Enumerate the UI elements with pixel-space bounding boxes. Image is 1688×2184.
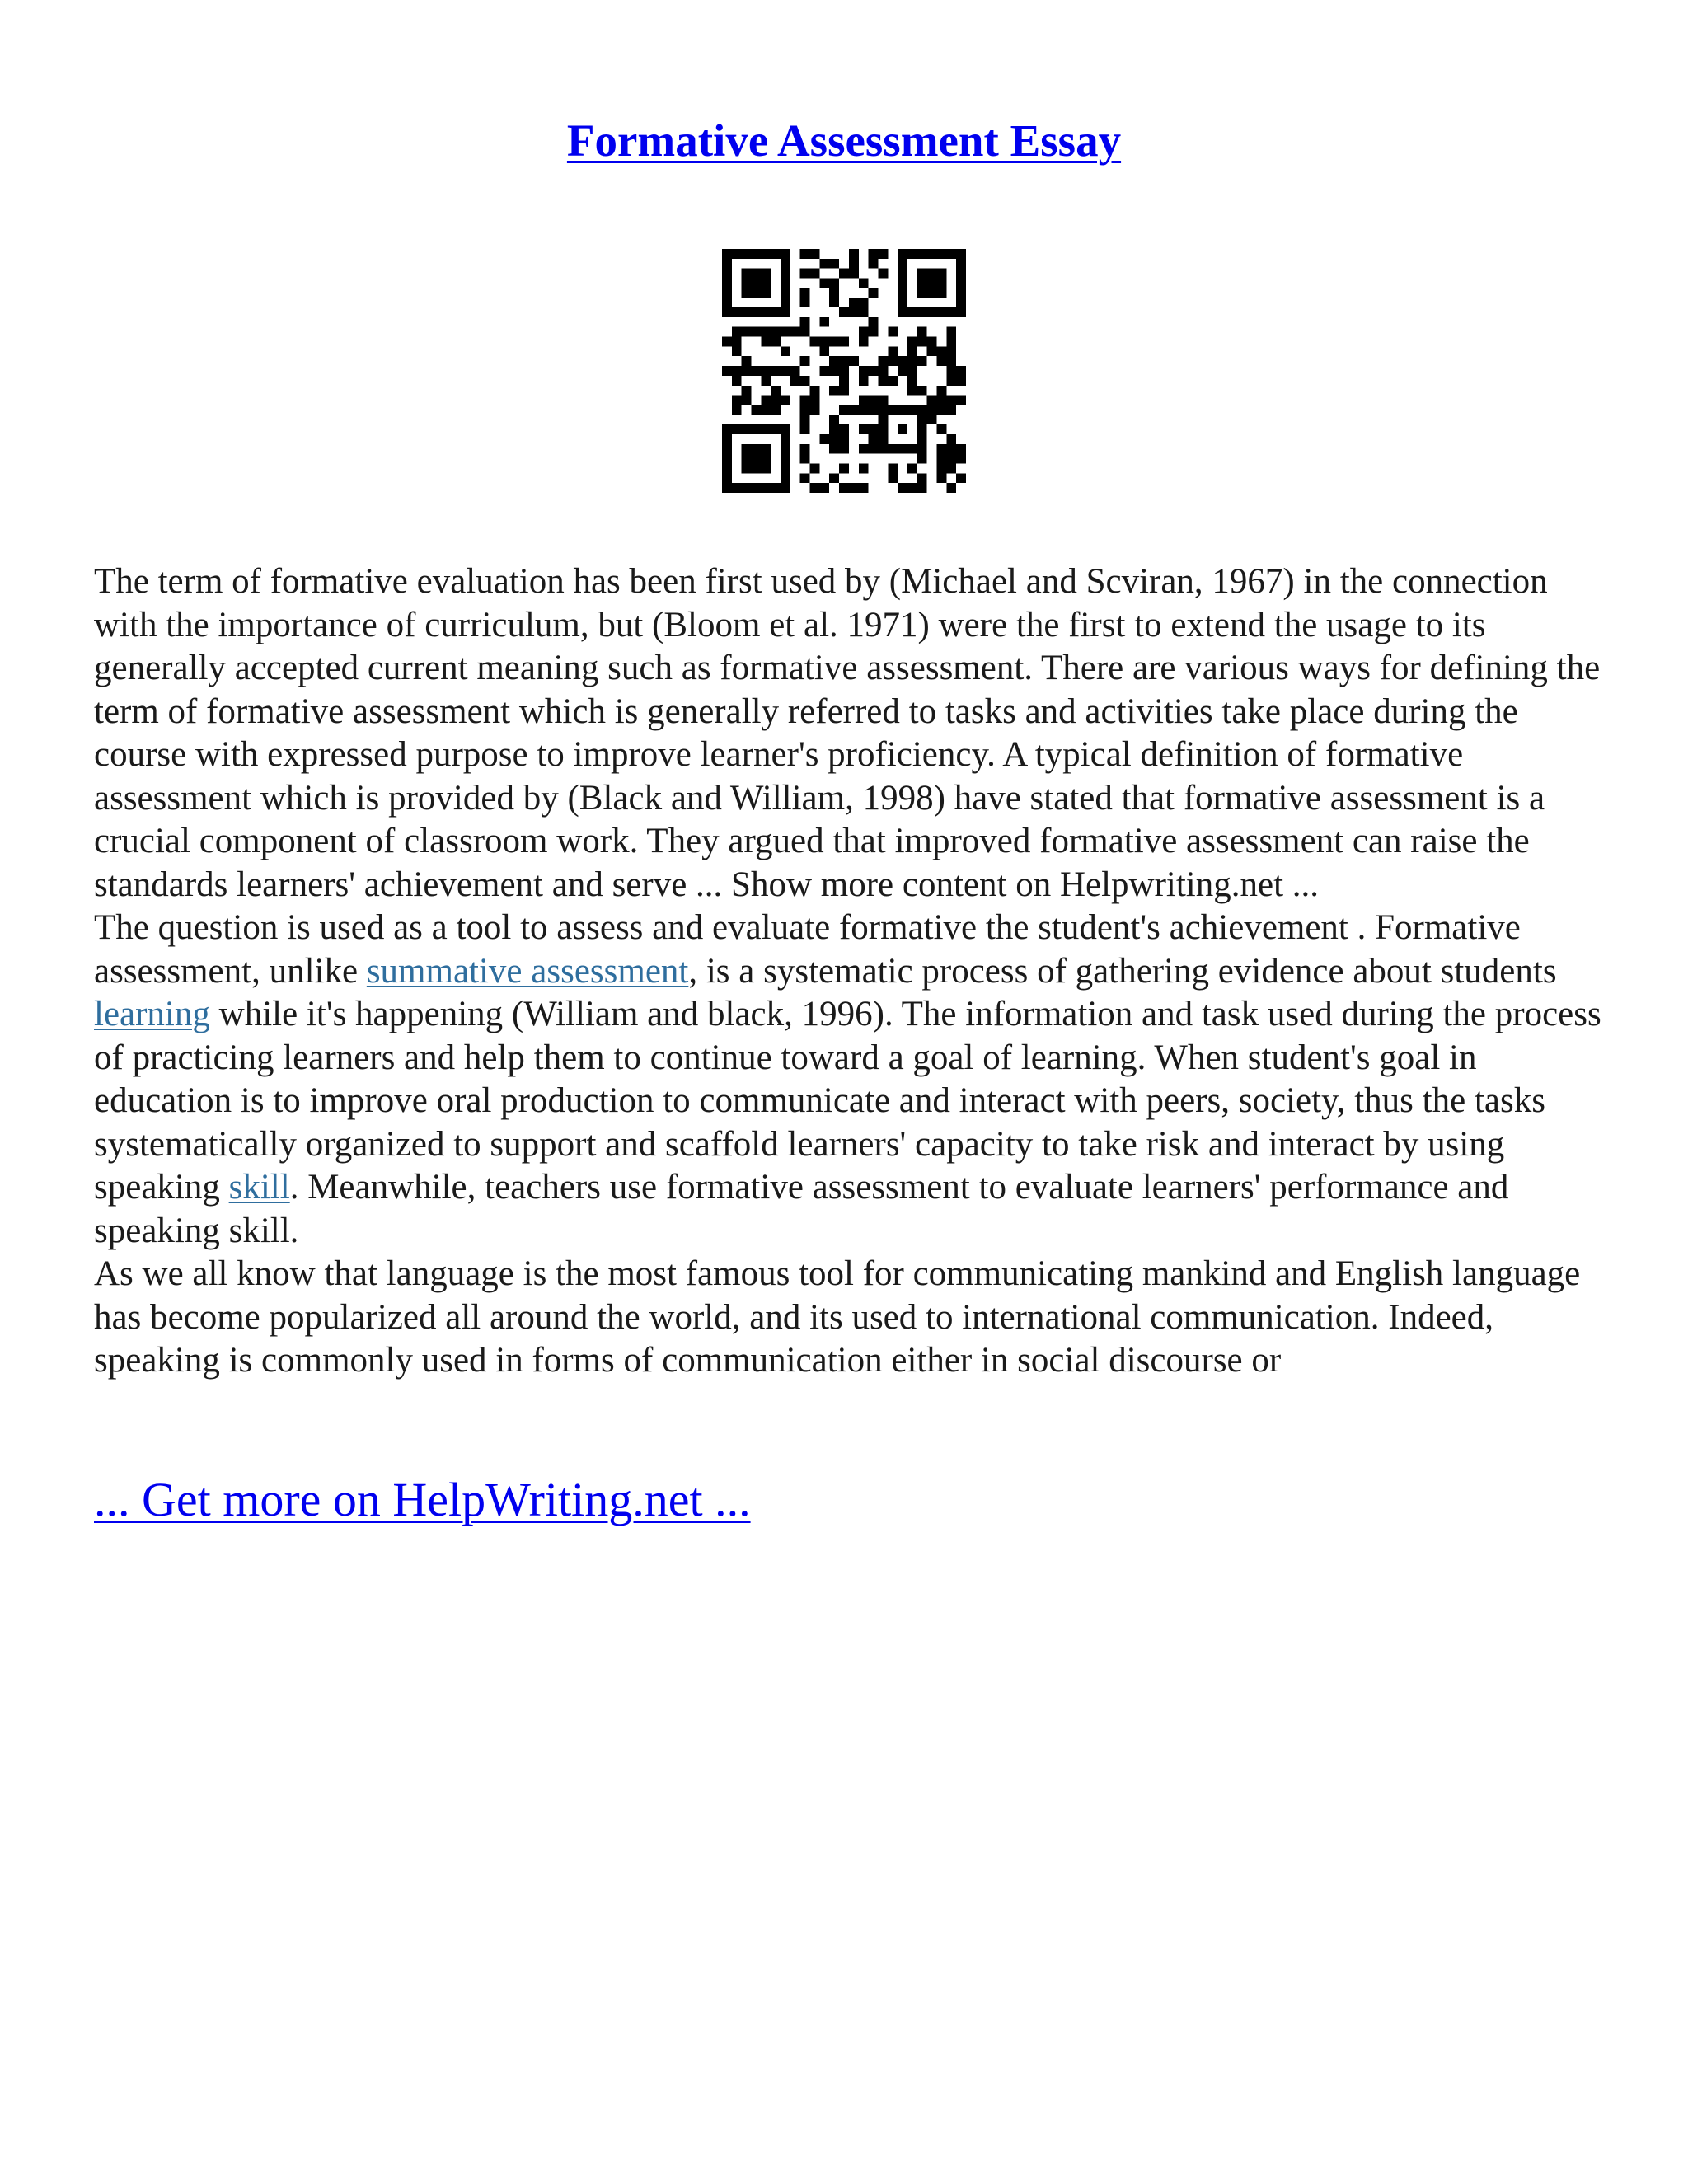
paragraph-2-text-c: while it's happening (William and black, 1996). The information and task used during the process of practicing learners and help them to continue toward a goal of learning. When student's goal in education is to improve oral production to communicate and interact with peers, society, thus the tasks systematically organized to support and scaffold learners' capacity to take risk and interact by using speaking <box>94 995 1601 1207</box>
paragraph-1: The term of formative evaluation has been first used by (Michael and Scviran, 1967) in the connection with the importance of curriculum, but (Bloom et al. 1971) were the first to extend the usage to its generally accepted current meaning such as formative assessment. There are various ways for defining the term of formative assessment which is generally referred to tasks and activities take place during the course with expressed purpose to improve learner's proficiency. A typical definition of formative assessment which is provided by (Black and William, 1998) have stated that formative assessment is a crucial component of classroom work. They argued that improved formative assessment can raise the standards learners' achievement and serve ... Show more content on Helpwriting.net ... <box>94 562 1601 904</box>
paragraph-2-text-a: The question is used as a tool to assess and evaluate formative the student's achievement . Formative assessment, unlike <box>94 908 1521 991</box>
paragraph-3: As we all know that language is the most famous tool for communicating mankind and English language has become popularized all around the world, and its used to international communication. Indeed, speaking is commonly used in forms of communication either in social discourse or <box>94 1254 1581 1380</box>
skill-link[interactable]: skill <box>228 1168 290 1207</box>
paragraph-2-text-d: . Meanwhile, teachers use formative assessment to evaluate learners' performance and speaking skill. <box>94 1168 1509 1250</box>
paragraph-2-text-b: , is a systematic process of gathering evidence about students <box>688 951 1557 991</box>
page-title <box>0 114 1688 168</box>
essay-body <box>94 560 1611 1383</box>
summative-assessment-link[interactable]: summative assessment <box>366 951 689 991</box>
qr-code-icon <box>722 249 966 493</box>
learning-link[interactable]: learning <box>94 995 210 1033</box>
title-link[interactable]: Formative Assessment Essay <box>566 115 1122 166</box>
paragraph-2 <box>94 907 1611 1253</box>
get-more-container <box>94 1471 751 1529</box>
get-more-link[interactable]: ... Get more on HelpWriting.net ... <box>94 1473 751 1526</box>
